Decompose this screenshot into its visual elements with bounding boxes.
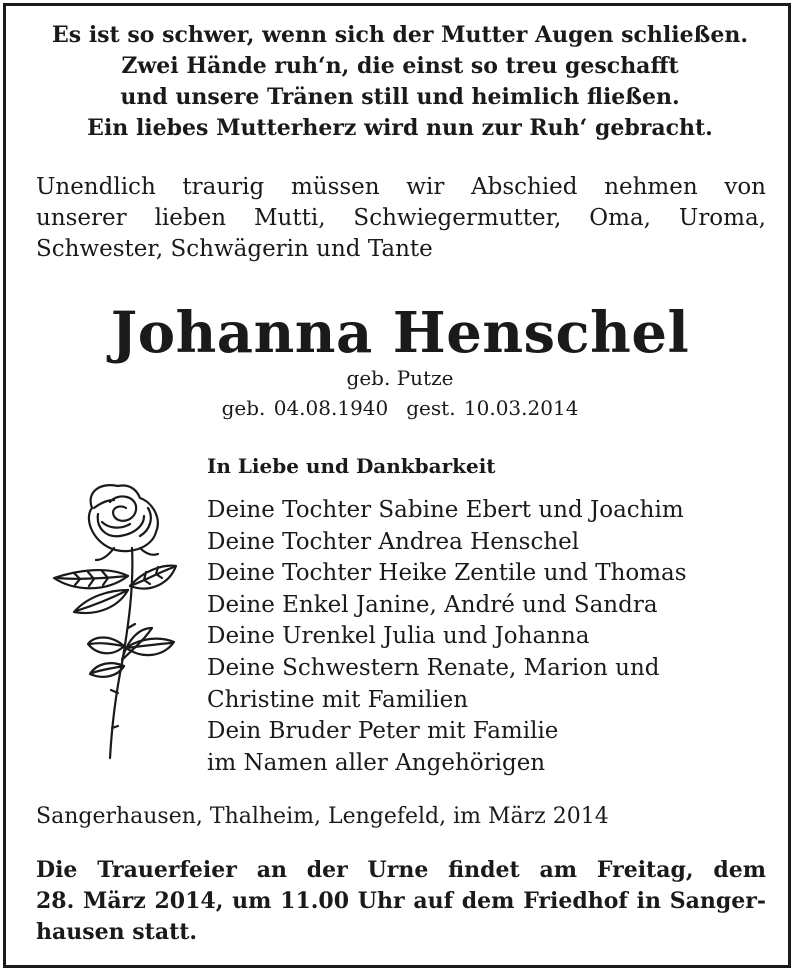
poem-line: Zwei Hände ruh‘n, die einst so treu geschafft (121, 53, 679, 79)
list-item: Deine Tochter Heike Zentile und Thomas (207, 560, 687, 587)
life-dates (0, 394, 800, 422)
intro-line: Unendlich traurig müssen wir Abschied nehmen von (36, 174, 766, 200)
memorial-poem (0, 20, 800, 144)
maiden-name: geb. Putze (346, 366, 454, 390)
list-item: Deine Enkel Janine, André und Sandra (207, 591, 658, 618)
list-item: Deine Schwestern Renate, Marion und (207, 654, 660, 681)
list-item: im Namen aller Angehörigen (207, 749, 546, 776)
funeral-line: hausen statt. (36, 919, 198, 945)
funeral-line: Die Trauerfeier an der Urne findet am Freitag, dem (36, 857, 766, 883)
place-date-line: Sangerhausen, Thalheim, Lengefeld, im März 2014 (36, 804, 609, 829)
poem-line: und unsere Tränen still und heimlich fließen. (120, 84, 680, 110)
poem-line: Es ist so schwer, wenn sich der Mutter Augen schließen. (52, 22, 748, 48)
rose-icon (48, 478, 188, 763)
poem-line: Ein liebes Mutterherz wird nun zur Ruh‘ gebracht. (87, 115, 713, 141)
funeral-notice (36, 855, 766, 948)
mourners-list (207, 495, 687, 779)
dedication-heading: In Liebe und Dankbarkeit (207, 454, 496, 478)
intro-line: unserer lieben Mutti, Schwiegermutter, Oma, Uroma, (36, 205, 766, 231)
intro-line: Schwester, Schwägerin und Tante (36, 236, 433, 262)
death-date: gest. 10.03.2014 (406, 396, 579, 420)
list-item: Deine Tochter Sabine Ebert und Joachim (207, 497, 684, 523)
list-item: Deine Urenkel Julia und Johanna (207, 623, 590, 650)
birth-date: geb. 04.08.1940 (221, 396, 389, 420)
funeral-line: 28. März 2014, um 11.00 Uhr auf dem Friedhof in Sanger- (36, 888, 766, 914)
list-item: Christine mit Familien (207, 686, 469, 713)
list-item: Deine Tochter Andrea Henschel (207, 528, 580, 555)
list-item: Dein Bruder Peter mit Familie (207, 718, 559, 745)
deceased-name: Johanna Henschel (110, 300, 690, 366)
farewell-intro (36, 172, 766, 265)
